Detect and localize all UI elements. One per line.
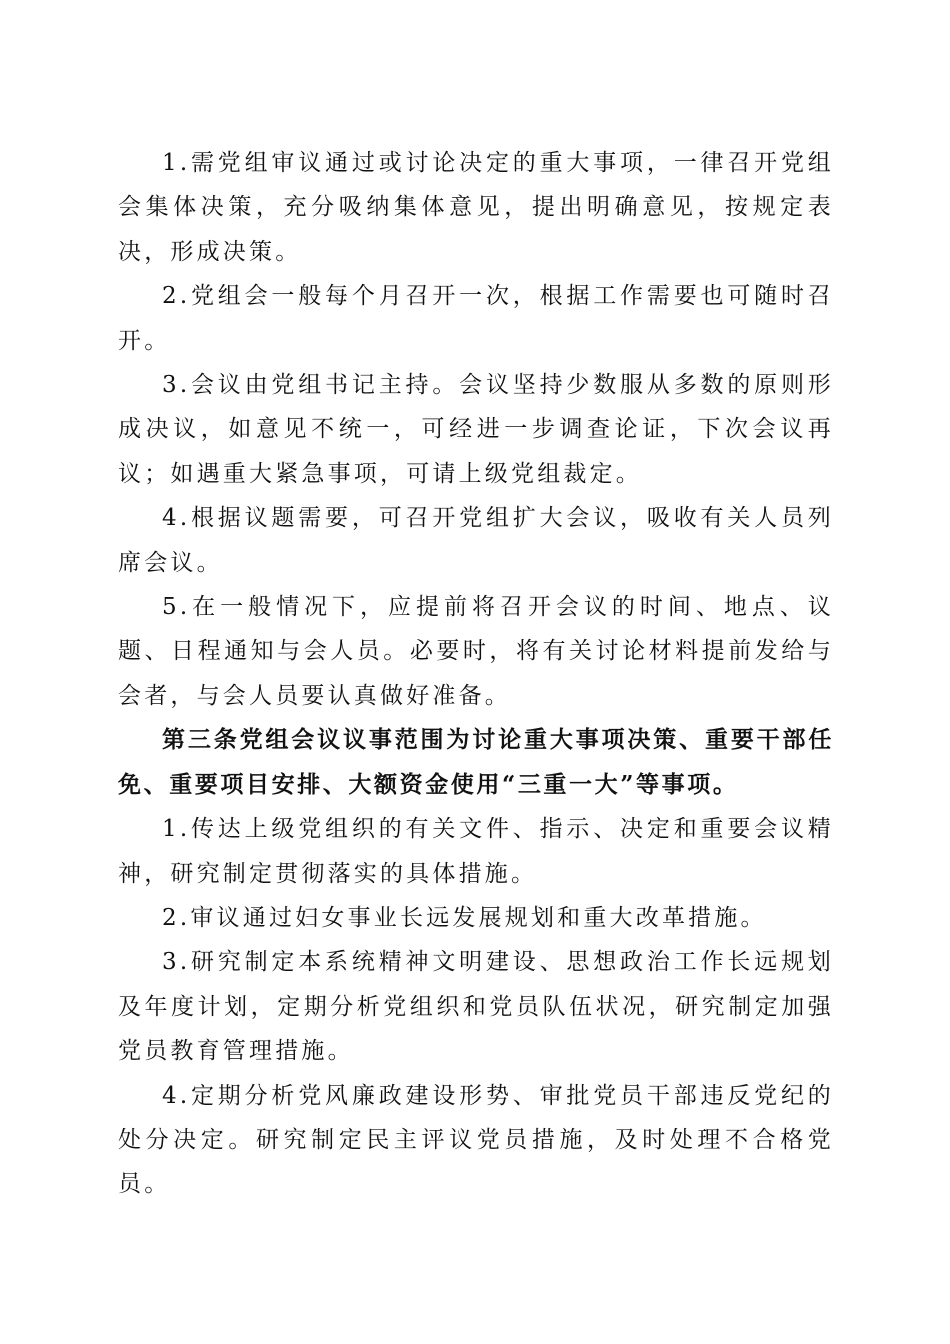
paragraph-article3-item-3: 3.研究制定本系统精神文明建设、思想政治工作长远规划及年度计划，定期分析党组织和党员队伍状况，研究制定加强党员教育管理措施。 <box>118 949 834 1065</box>
paragraph-item-5: 5.在一般情况下，应提前将召开会议的时间、地点、议题、日程通知与会人员。必要时，将有关讨论材料提前发给与会者，与会人员要认真做好准备。 <box>118 594 834 709</box>
paragraph-article3-item-1: 1.传达上级党组织的有关文件、指示、决定和重要会议精神，研究制定贯彻落实的具体措施。 <box>118 816 834 887</box>
paragraph-article3-item-4: 4.定期分析党风廉政建设形势、审批党员干部违反党纪的处分决定。研究制定民主评议党员措施，及时处理不合格党员。 <box>118 1082 834 1198</box>
paragraph-item-1: 1.需党组审议通过或讨论决定的重大事项，一律召开党组会集体决策，充分吸纳集体意见，提出明确意见，按规定表决，形成决策。 <box>118 150 834 265</box>
paragraph-article3-item-2: 2.审议通过妇女事业长远发展规划和重大改革措施。 <box>162 904 767 931</box>
document-body <box>118 141 834 1207</box>
paragraph-item-3: 3.会议由党组书记主持。会议坚持少数服从多数的原则形成决议，如意见不统一，可经进一步调查论证，下次会议再议；如遇重大紧急事项，可请上级党组裁定。 <box>118 372 834 487</box>
article-heading-3: 第三条党组会议议事范围为讨论重大事项决策、重要干部任免、重要项目安排、大额资金使用“三重一大”等事项。 <box>118 726 834 798</box>
paragraph-item-4: 4.根据议题需要，可召开党组扩大会议，吸收有关人员列席会议。 <box>118 505 834 576</box>
paragraph-item-2: 2.党组会一般每个月召开一次，根据工作需要也可随时召开。 <box>118 283 834 354</box>
